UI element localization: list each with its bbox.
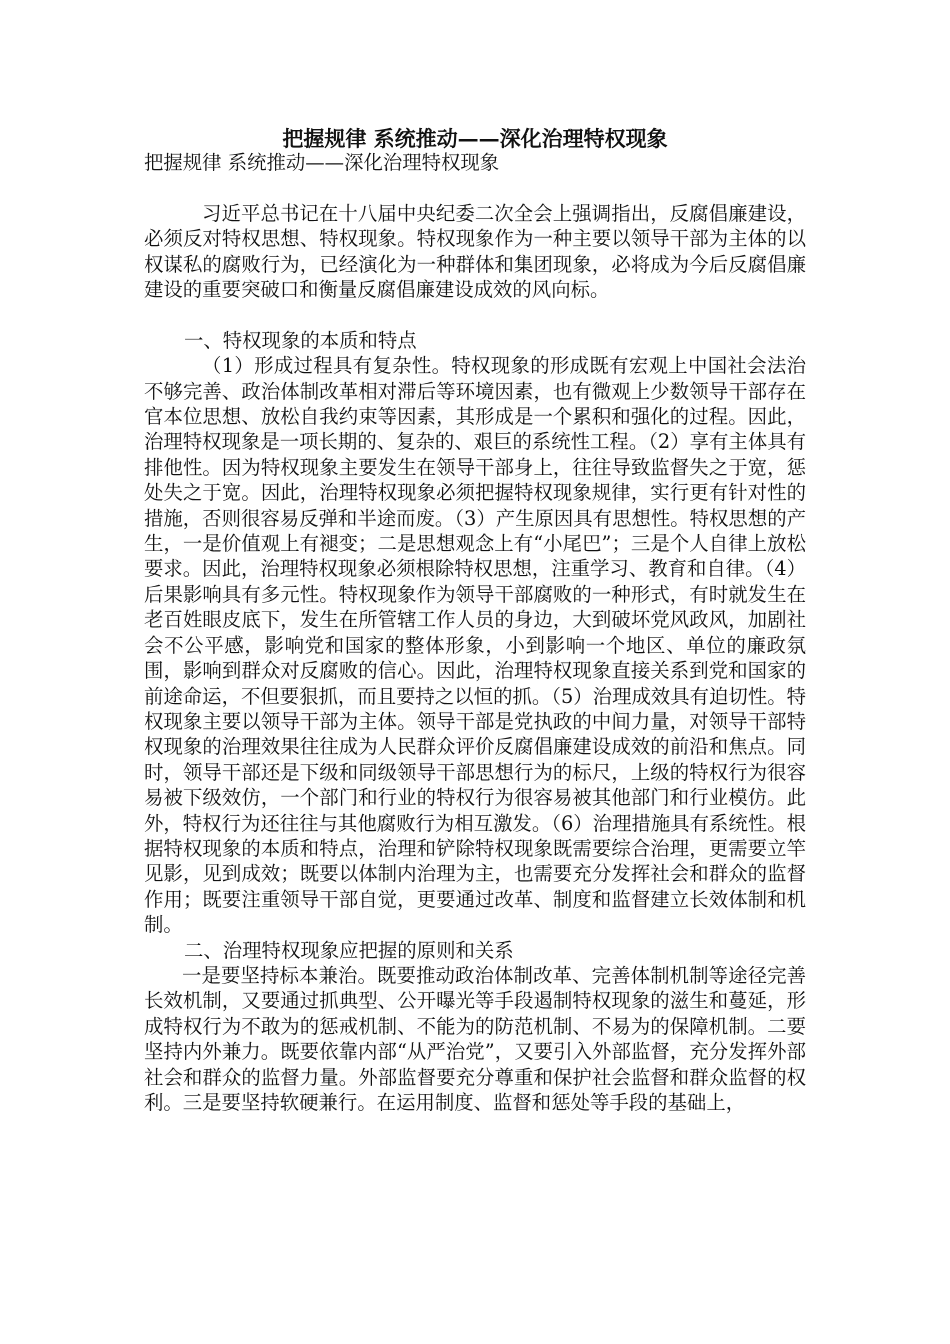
blank-line	[144, 175, 806, 200]
section-2-heading: 二、治理特权现象应把握的原则和关系	[184, 938, 514, 962]
section-1-paragraph: （1）形成过程具有复杂性。特权现象的形成既有宏观上中国社会法治不够完善、政治体制改革相对滞后等环境因素，也有微观上少数领导干部存在官本位思想、放松自我约束等因素，其形成是一个累积和强化的过程。因此，治理特权现象是一项长期的、复杂的、艰巨的系统性工程。（2）享有主体具有排他性。因为特权现象主要发生在领导干部身上，往往导致监督失之于宽，惩处失之于宽。因此，治理特权现象必须把握特权现象规律，实行更有针对性的措施，否则很容易反弹和半途而废。（3）产生原因具有思想性。特权思想的产生，一是价值观上有褪变；二是思想观念上有“小尾巴”；三是个人自律上放松要求。因此，治理特权现象必须根除特权思想，注重学习、教育和自律。（4）后果影响具有多元性。特权现象作为领导干部腐败的一种形式，有时就发生在老百姓眼皮底下，发生在所管辖工作人员的身边，大到破坏党风政风，加剧社会不公平感，影响党和国家的整体形象，小到影响一个地区、单位的廉政氛围，影响到群众对反腐败的信心。因此，治理特权现象直接关系到党和国家的前途命运，不但要狠抓，而且要持之以恒的抓。（5）治理成效具有迫切性。特权现象主要以领导干部为主体。领导干部是党执政的中间力量，对领导干部特权现象的治理效果往往成为人民群众评价反腐倡廉建设成效的前沿和焦点。同时，领导干部还是下级和同级领导干部思想行为的标尺，上级的特权行为很容易被下级效仿，一个部门和行业的特权行为很容易被其他部门和行业模仿。此外，特权行为还往往与其他腐败行为相互激发。（6）治理措施具有系统性。根据特权现象的本质和特点，治理和铲除特权现象既需要综合治理，更需要立竿见影，见到成效；既要以体制内治理为主，也需要充分发挥社会和群众的监督作用；既要注重领导干部自觉，更要通过改革、制度和监督建立长效体制和机制。	[144, 354, 806, 937]
document-subtitle: 把握规律 系统推动——深化治理特权现象	[144, 151, 500, 174]
section-2-paragraph: 一是要坚持标本兼治。既要推动政治体制改革、完善体制机制等途径完善长效机制，又要通过抓典型、公开曝光等手段遏制特权现象的滋生和蔓延，形成特权行为不敢为的惩戒机制、不能为的防范机制、不易为的保障机制。二要坚持内外兼力。既要依靠内部“从严治党”，又要引入外部监督，充分发挥外部社会和群众的监督力量。外部监督要充分尊重和保护社会监督和群众监督的权利。三是要坚持软硬兼行。在运用制度、监督和惩处等手段的基础上，	[144, 963, 806, 1114]
intro-paragraph: 习近平总书记在十八届中央纪委二次全会上强调指出，反腐倡廉建设，必须反对特权思想、特权现象。特权现象作为一种主要以领导干部为主体的以权谋私的腐败行为，已经演化为一种群体和集团现象，必将成为今后反腐倡廉建设的重要突破口和衡量反腐倡廉建设成效的风向标。	[144, 201, 806, 302]
section-1-heading: 一、特权现象的本质和特点	[184, 328, 417, 352]
document-title: 把握规律 系统推动——深化治理特权现象	[282, 126, 668, 151]
blank-line	[144, 302, 806, 327]
document-body	[144, 150, 806, 1115]
